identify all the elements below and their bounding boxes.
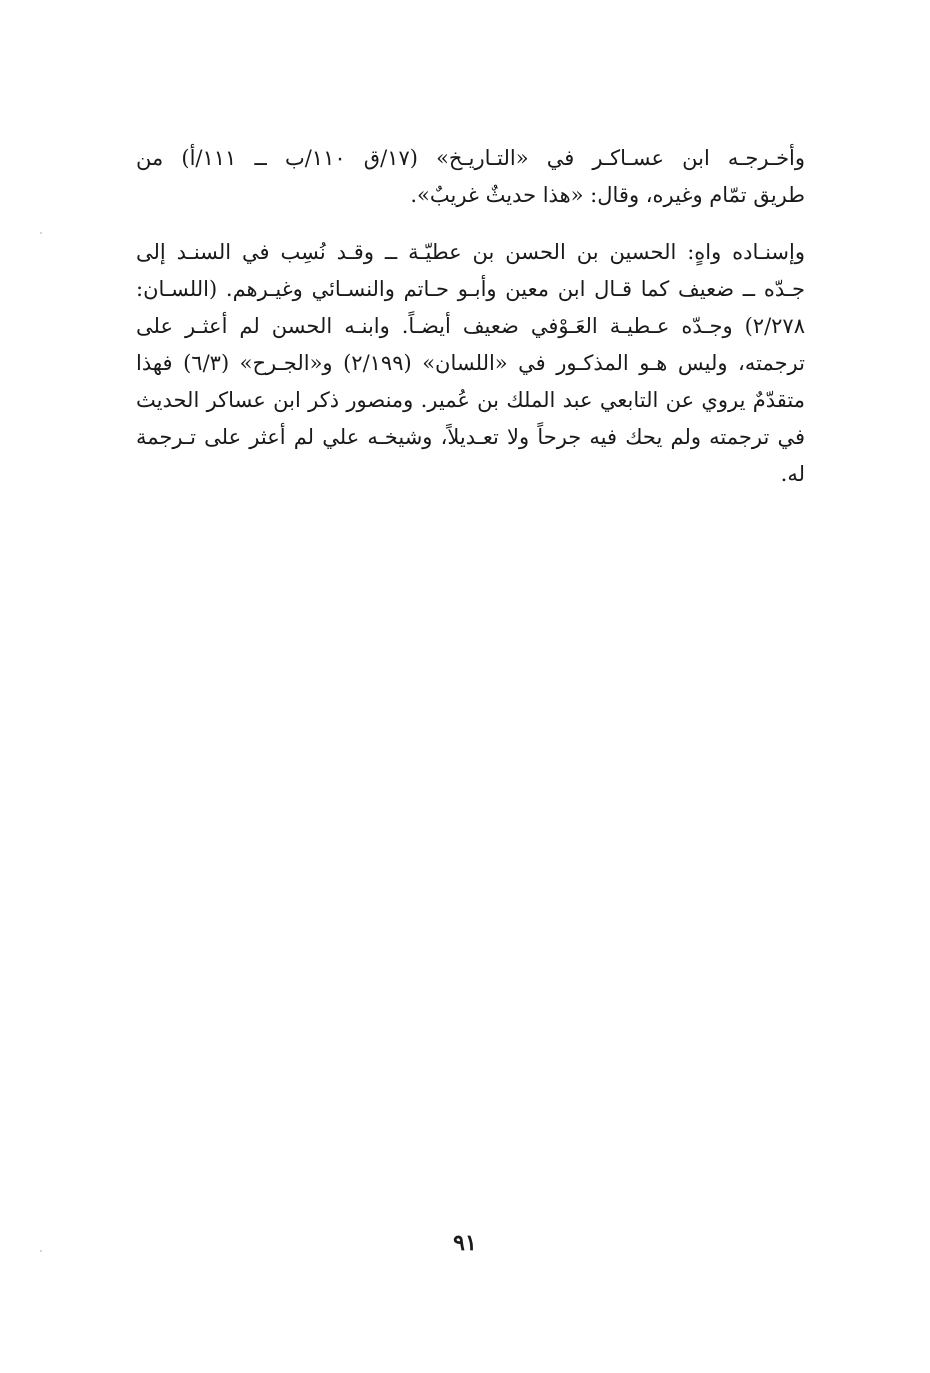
- text-line: جـدّه ــ ضعيف كما قـال ابن معين وأبـو حـاتم والنسـائي وغيـرهم. (اللسـان:: [136, 277, 805, 301]
- text-line: متقدّمٌ يروي عن التابعي عبد الملك بن عُمير. ومنصور ذكر ابن عساكر الحديث: [136, 388, 805, 412]
- scan-speck: [40, 1250, 42, 1252]
- paragraph-takhrij: [136, 140, 805, 214]
- text-line: طريق تمّام وغيره، وقال: «هذا حديثٌ غريبٌ».: [410, 183, 805, 207]
- paragraph-isnad: [136, 234, 805, 493]
- text-line: ٢/٢٧٨) وجـدّه عـطيـة العَـوْفي ضعيف أيضـاً. وابنـه الحسن لم أعثـر على: [136, 314, 805, 338]
- text-line: له.: [780, 462, 805, 486]
- text-line: في ترجمته ولم يحك فيه جرحاً ولا تعـديلاً، وشيخـه علي لم أعثر على تـرجمة: [136, 425, 805, 449]
- text-line: ترجمته، وليس هـو المذكـور في «اللسان» (٢/١٩٩) و«الجـرح» (٦/٣) فهذا: [136, 351, 805, 375]
- text-line: وأخـرجـه ابن عسـاكـر في «التـاريـخ» (١٧/ق ١١٠/ب ــ ١١١/أ) من: [136, 146, 806, 170]
- text-line: وإسنـاده واهٍ: الحسين بن الحسن بن عطيّـة ــ وقـد نُسِب في السنـد إلى: [136, 240, 805, 264]
- scan-speck: [40, 232, 42, 234]
- page-number: ٩١: [453, 1230, 477, 1256]
